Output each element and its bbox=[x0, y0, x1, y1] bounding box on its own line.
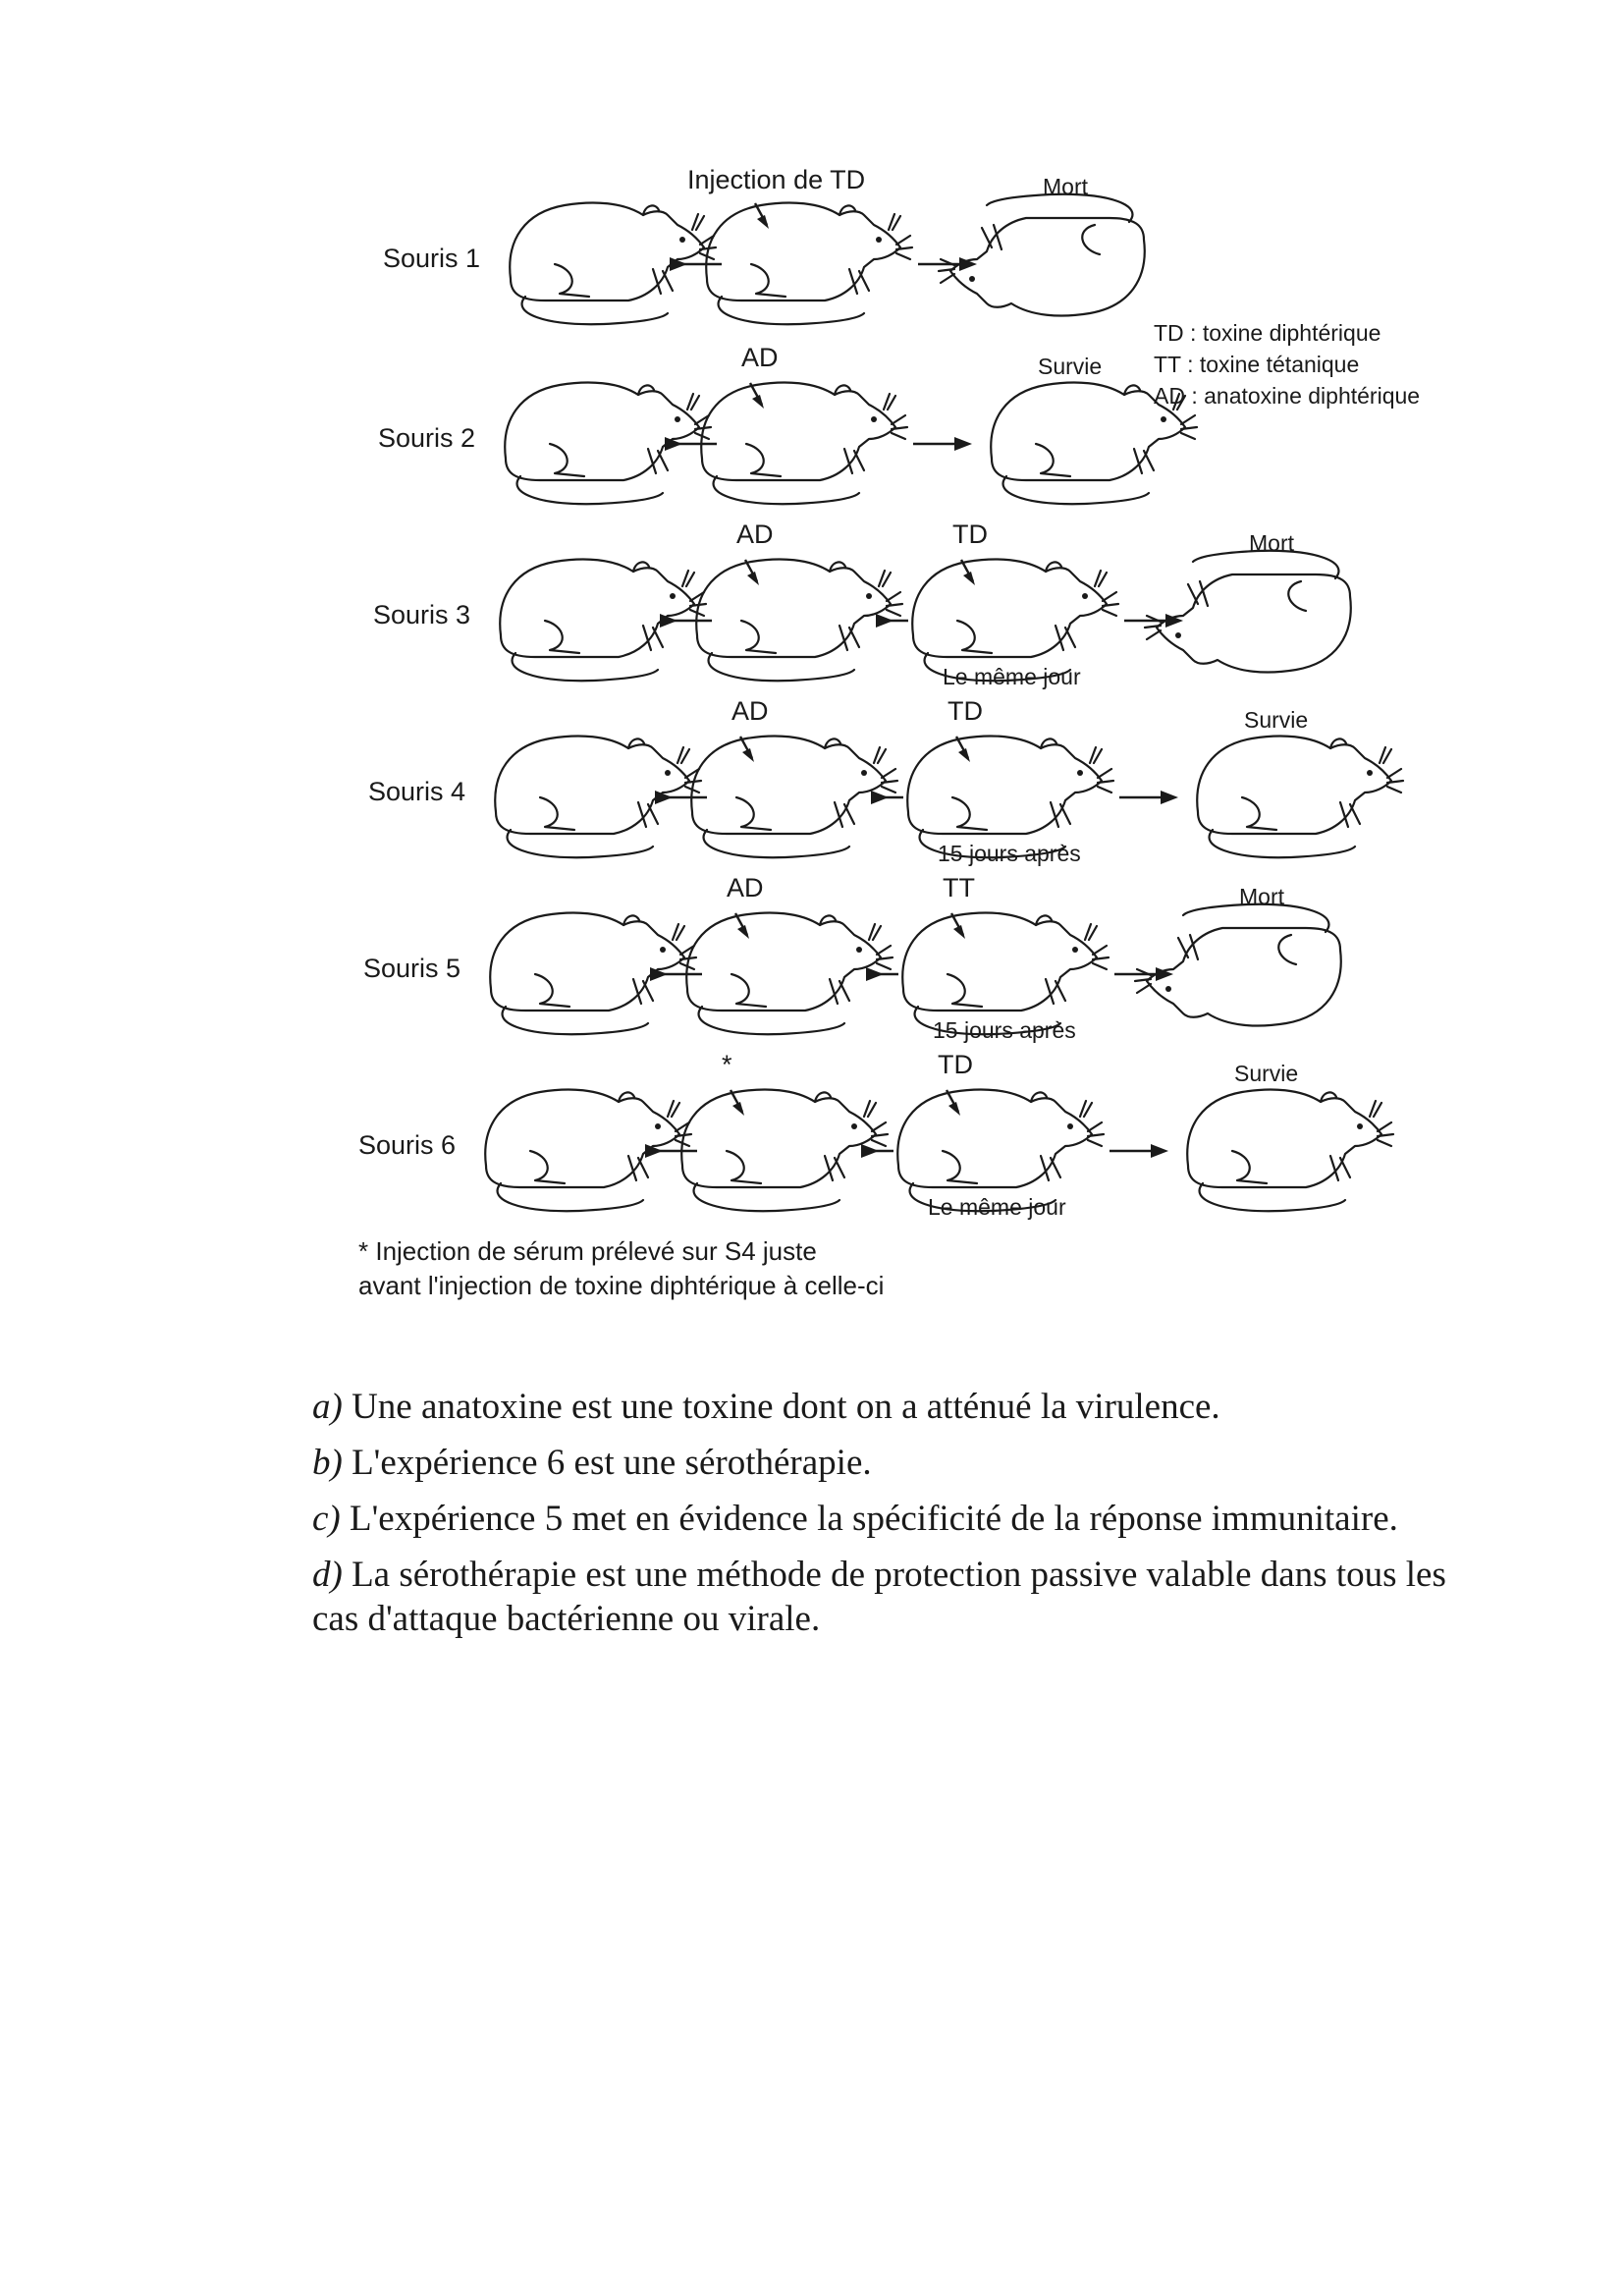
mouse-2 bbox=[686, 912, 893, 1034]
mouse-2 bbox=[706, 202, 912, 324]
injection-arrow bbox=[731, 1090, 744, 1116]
outcome-label: Survie bbox=[1234, 1061, 1299, 1086]
injection-arrow bbox=[740, 737, 754, 762]
flow-arrow bbox=[1110, 1144, 1168, 1158]
mouse-4 bbox=[1187, 1089, 1393, 1211]
legend-item: TD : toxine diphtérique bbox=[1154, 320, 1381, 346]
injection-arrow bbox=[961, 560, 975, 585]
flow-arrow bbox=[866, 967, 898, 981]
flow-arrow bbox=[1119, 791, 1178, 804]
mouse-3 bbox=[907, 736, 1113, 857]
injection-label: * bbox=[722, 1050, 732, 1079]
injection-arrow bbox=[947, 1090, 960, 1116]
experiment-row-6 bbox=[358, 1050, 1298, 1220]
footnote bbox=[358, 1236, 884, 1300]
row-label: Souris 2 bbox=[378, 423, 476, 453]
timing-label: 15 jours après bbox=[933, 1017, 1076, 1043]
questions-list bbox=[312, 1385, 1471, 1653]
injection-label: AD bbox=[731, 696, 769, 726]
injection-label: AD bbox=[741, 343, 779, 372]
outcome-label: Mort bbox=[1043, 174, 1088, 199]
timing-label: Le même jour bbox=[928, 1194, 1066, 1220]
question-letter: d) bbox=[312, 1555, 343, 1595]
injection-arrow bbox=[735, 913, 749, 939]
question-text: Une anatoxine est une toxine dont on a atténué la virulence. bbox=[342, 1387, 1220, 1427]
question-letter: c) bbox=[312, 1499, 341, 1539]
question-text: La sérothérapie est une méthode de protection passive valable dans tous les cas d'attaque bactérienne ou virale. bbox=[312, 1555, 1446, 1639]
mouse-3 bbox=[939, 194, 1145, 316]
row-label: Souris 5 bbox=[363, 954, 461, 983]
legend-item: TT : toxine tétanique bbox=[1154, 352, 1360, 377]
mouse-4 bbox=[1197, 736, 1403, 857]
question-a bbox=[312, 1385, 1471, 1429]
injection-label: TT bbox=[943, 873, 975, 902]
experiment-row-4 bbox=[368, 696, 1308, 866]
legend bbox=[1154, 320, 1420, 409]
flow-arrow bbox=[861, 1144, 893, 1158]
mouse-2 bbox=[681, 1089, 888, 1211]
mouse-3 bbox=[902, 912, 1109, 1034]
injection-label: AD bbox=[727, 873, 764, 902]
experiment-row-2 bbox=[378, 343, 1102, 453]
question-b bbox=[312, 1441, 1471, 1485]
flow-arrow bbox=[876, 614, 908, 628]
experiment-row-1 bbox=[383, 165, 1089, 273]
row-label: Souris 1 bbox=[383, 244, 481, 273]
injection-arrow bbox=[951, 913, 965, 939]
footnote-line: avant l'injection de toxine diphtérique à celle-ci bbox=[358, 1271, 885, 1300]
question-text: L'expérience 6 est une sérothérapie. bbox=[342, 1443, 872, 1483]
mouse-3 bbox=[912, 559, 1118, 681]
row-label: Souris 4 bbox=[368, 777, 466, 806]
mouse-2 bbox=[691, 736, 897, 857]
timing-label: Le même jour bbox=[943, 664, 1081, 689]
outcome-label: Survie bbox=[1244, 707, 1309, 733]
injection-arrow bbox=[755, 203, 769, 229]
mouse-3 bbox=[897, 1089, 1104, 1211]
experiment-row-5 bbox=[363, 873, 1285, 1043]
mouse-4 bbox=[1135, 904, 1341, 1026]
legend-item: AD : anatoxine diphtérique bbox=[1154, 383, 1421, 409]
question-c bbox=[312, 1497, 1471, 1541]
question-d bbox=[312, 1553, 1471, 1641]
outcome-label: Mort bbox=[1249, 530, 1294, 556]
outcome-label: Survie bbox=[1038, 354, 1103, 379]
mouse-2 bbox=[701, 382, 907, 504]
mouse-2 bbox=[696, 559, 902, 681]
injection-label: TD bbox=[947, 696, 983, 726]
timing-label: 15 jours après bbox=[938, 841, 1081, 866]
row-label: Souris 6 bbox=[358, 1130, 457, 1160]
injection-label: Injection de TD bbox=[687, 165, 866, 194]
experiment-row-3 bbox=[373, 519, 1295, 689]
injection-arrow bbox=[745, 560, 759, 585]
mouse-4 bbox=[1145, 551, 1351, 673]
injection-arrow bbox=[956, 737, 970, 762]
row-label: Souris 3 bbox=[373, 600, 471, 629]
injection-label: AD bbox=[736, 519, 774, 549]
flow-arrow bbox=[913, 437, 972, 451]
outcome-label: Mort bbox=[1239, 884, 1284, 909]
injection-arrow bbox=[750, 383, 764, 409]
question-text: L'expérience 5 met en évidence la spécificité de la réponse immunitaire. bbox=[340, 1499, 1398, 1539]
flow-arrow bbox=[871, 791, 903, 804]
question-letter: a) bbox=[312, 1387, 343, 1427]
injection-label: TD bbox=[938, 1050, 973, 1079]
question-letter: b) bbox=[312, 1443, 343, 1483]
injection-label: TD bbox=[952, 519, 988, 549]
footnote-line: * Injection de sérum prélevé sur S4 juste bbox=[358, 1236, 817, 1266]
